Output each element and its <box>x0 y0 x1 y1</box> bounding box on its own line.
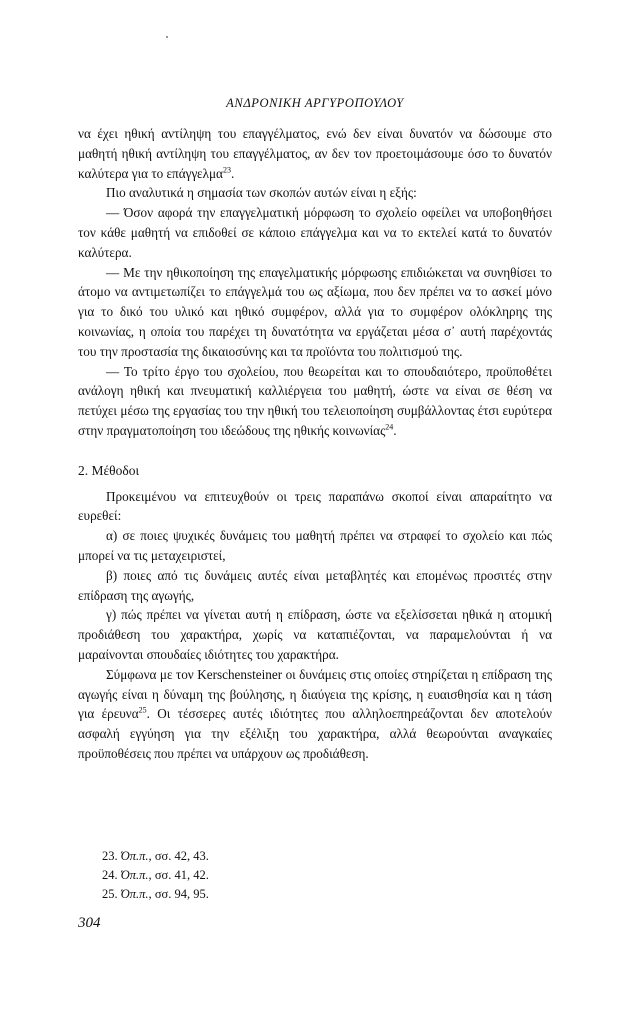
footnote-number: 25. <box>102 886 118 901</box>
paragraph-text: Πιο αναλυτικά η σημασία των σκοπών αυτών είναι η εξής: <box>106 185 417 201</box>
paragraph-text: β) ποιες από τις δυνάμεις αυτές είναι μεταβλητές και επομένως προσιτές στην επίδραση της αγωγής, <box>78 567 552 603</box>
paragraph <box>78 605 552 664</box>
footnote <box>102 847 209 866</box>
paragraph-text: α) σε ποιες ψυχικές δυνάμεις του μαθητή πρέπει να στραφεί το σχολείο και πώς μπορεί να τις μεταχειριστεί, <box>78 528 552 563</box>
paragraph <box>78 487 552 527</box>
body-text <box>78 124 552 764</box>
paragraph <box>78 526 552 566</box>
paragraphs-bottom <box>78 487 552 764</box>
paragraph-tail: . <box>230 165 235 181</box>
paragraph <box>78 263 552 362</box>
paragraph-text: Σύμφωνα με τον Kerschensteiner οι δυνάμεις στις οποίες στηρίζεται η επίδραση της αγωγής είναι η δύναμη της βούλησης, η διαύγεια της κρίσης, η ευαισθησία και η τάση για έρευνα <box>78 666 552 722</box>
footnote-ref: 25 <box>138 705 147 715</box>
paragraph-tail: . Οι τέσσερες αυτές ιδιότητες που αλληλοεπηρεάζονται δεν αποτελούν ασφαλή εγγύηση για την εξέλιξη του χαρακτήρα, αλλά θεωρούνται αναγκαίες προϋποθέσεις που πρέπει να υπάρχουν ως προδιάθεση. <box>78 706 553 761</box>
paragraph <box>78 124 552 183</box>
footnote <box>102 866 209 885</box>
footnote-number: 23. <box>102 849 118 863</box>
paragraph <box>78 203 552 262</box>
footnote-ref-text: Όπ.π., <box>120 886 152 901</box>
paragraph-text: — Με την ηθικοποίηση της επαγελματικής μόρφωσης επιδιώκεται να συνηθίσει το άτομο να αντιμετωπίζει το επάγγελμά του ως αξίωμα, που δεν πρέπει να το ασκεί μόνο για το δικό του υλικό και ηθικό συμφέρον, αλλά για το συμφέρον ολόκληρης της κοινωνίας, η οποία του παρέχει τη δυνατότητα να εργάζεται μέσα σ᾽ αυτή παρέχοντάς του την προστασία της δικαιοσύνης και τα προϊόντα του πολιτισμού της. <box>78 264 552 359</box>
paragraph <box>78 665 552 764</box>
paragraph-tail: . <box>393 422 397 438</box>
footnote-ref-text: Όπ.π., <box>120 849 152 863</box>
scan-speck <box>166 36 168 38</box>
paragraph-text: — Όσον αφορά την επαγγελματική μόρφωση το σχολείο οφείλει να υποβοηθήσει τον κάθε μαθητή να επιδοθεί σε κάποιο επάγγελμα και να το εκτελεί κατά το δυνατόν καλύτερα. <box>78 205 552 260</box>
section-heading: 2. Μέθοδοι <box>78 462 140 478</box>
footnote-pages: σσ. 94, 95. <box>154 886 209 901</box>
footnote <box>102 885 209 904</box>
paragraph <box>78 566 552 606</box>
page-number: 304 <box>78 915 101 931</box>
running-head: ΑΝΔΡΟΝΙΚΗ ΑΡΓΥΡΟΠΟΥΛΟΥ <box>226 96 404 110</box>
footnote-pages: σσ. 41, 42. <box>154 867 209 882</box>
paragraph-text: — Το τρίτο έργο του σχολείου, που θεωρείται και το σπουδαιότερο, προϋποθέτει ανάλογη ηθική και πνευματική καλλιέργεια του μαθητή, ώστε να είναι σε θέση να πετύχει μέσω της εργασίας του την ηθική του τελειοποίηση συμβάλλοντας έτσι ευρύτερα στην πραγματοποίηση του ιδεώδους της ηθικής κοινωνίας <box>78 363 552 438</box>
paragraph-text: να έχει ηθική αντίληψη του επαγγέλματος, ενώ δεν είναι δυνατόν να δώσουμε στο μαθητή ηθική αντίληψη του επαγγέλματος, αν δεν τον προετοιμάσουμε όσο το δυνατόν καλύτερα για το επάγγελμα <box>78 126 552 181</box>
footnote-pages: σσ. 42, 43. <box>154 849 209 863</box>
footnote-ref-text: Όπ.π., <box>120 867 152 882</box>
footnote-ref: 23 <box>222 165 231 175</box>
paragraphs-top <box>78 124 552 441</box>
paragraph-text: γ) πώς πρέπει να γίνεται αυτή η επίδραση, ώστε να εξελίσσεται ηθικά η ατομική προδιάθεση του χαρακτήρα, χωρίς να καταπιέζονται, να παραμελούνται ή να μαραίνονται σπουδαίες ιδιότητες του χαρακτήρα. <box>78 607 552 662</box>
paragraph <box>78 362 552 441</box>
footnote-number: 24. <box>102 867 118 882</box>
paragraph <box>78 183 552 203</box>
footnotes <box>102 847 209 903</box>
footnote-ref: 24 <box>385 422 394 432</box>
paragraph-text: Προκειμένου να επιτευχθούν οι τρεις παραπάνω σκοποί είναι απαραίτητο να ευρεθεί: <box>78 488 552 524</box>
